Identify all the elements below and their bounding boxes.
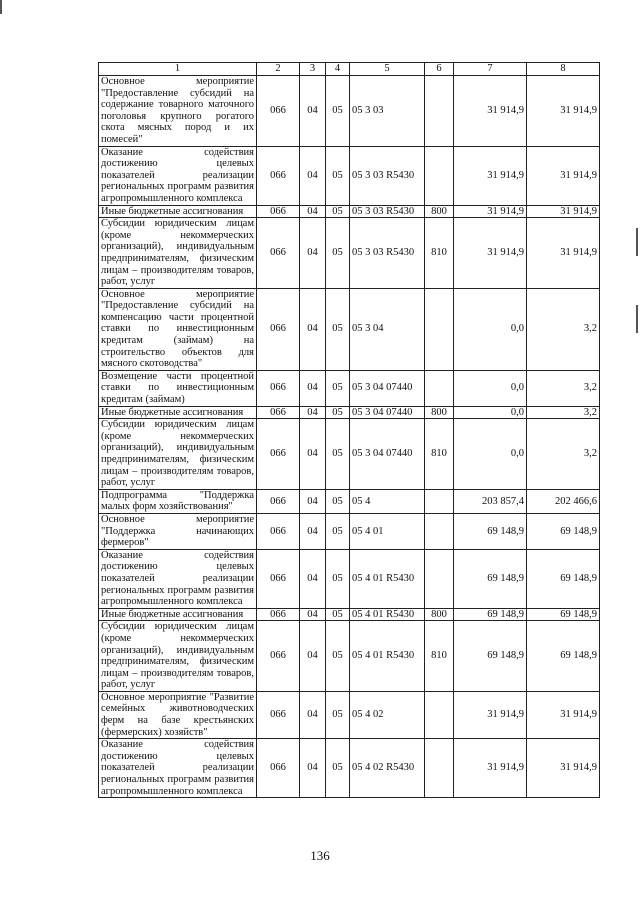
row-name-cell: Оказание содействия достижению целевых показателей реализации региональных программ развития агропромышленного комплекса	[99, 146, 257, 205]
expense-type-cell	[425, 549, 454, 608]
amount-cell: 3,2	[527, 406, 600, 419]
target-article-cell: 05 4 01	[350, 513, 425, 549]
header-row	[99, 63, 600, 76]
expense-type-cell	[425, 370, 454, 406]
amount-cell: 0,0	[454, 288, 527, 370]
expense-type-cell	[425, 691, 454, 738]
admin-code-cell: 066	[257, 76, 300, 147]
table-row	[99, 513, 600, 549]
expense-type-cell: 810	[425, 218, 454, 289]
admin-code-cell: 066	[257, 218, 300, 289]
table-row	[99, 621, 600, 692]
expense-type-cell: 800	[425, 406, 454, 419]
section-cell: 04	[300, 146, 326, 205]
row-name-cell: Субсидии юридическим лицам (кроме некоммерческих организаций), индивидуальным предпринимателям, физическим лицам – производителям товаров, работ, услуг	[99, 419, 257, 490]
table-row	[99, 691, 600, 738]
table-row	[99, 406, 600, 419]
section-cell: 04	[300, 406, 326, 419]
section-cell: 04	[300, 419, 326, 490]
expense-type-cell	[425, 146, 454, 205]
admin-code-cell: 066	[257, 146, 300, 205]
section-cell: 04	[300, 218, 326, 289]
amount-cell: 31 914,9	[454, 76, 527, 147]
scan-edge-mark	[0, 0, 2, 14]
row-name-cell: Возмещение части процентной ставки по инвестиционным кредитам (займам)	[99, 370, 257, 406]
amount-cell: 31 914,9	[527, 146, 600, 205]
subsection-cell: 05	[326, 549, 350, 608]
amount-cell: 69 148,9	[527, 549, 600, 608]
section-cell: 04	[300, 608, 326, 621]
subsection-cell: 05	[326, 419, 350, 490]
amount-cell: 31 914,9	[454, 218, 527, 289]
column-header: 4	[326, 63, 350, 76]
table-row	[99, 370, 600, 406]
target-article-cell: 05 4 02 R5430	[350, 739, 425, 798]
target-article-cell: 05 3 03 R5430	[350, 146, 425, 205]
row-name-cell: Иные бюджетные ассигнования	[99, 205, 257, 218]
section-cell: 04	[300, 513, 326, 549]
subsection-cell: 05	[326, 406, 350, 419]
subsection-cell: 05	[326, 739, 350, 798]
amount-cell: 31 914,9	[454, 739, 527, 798]
amount-cell: 31 914,9	[454, 205, 527, 218]
table-row	[99, 608, 600, 621]
expense-type-cell	[425, 739, 454, 798]
expense-type-cell	[425, 513, 454, 549]
amount-cell: 0,0	[454, 370, 527, 406]
section-cell: 04	[300, 621, 326, 692]
table-row	[99, 146, 600, 205]
amount-cell: 203 857,4	[454, 489, 527, 513]
expense-type-cell: 810	[425, 621, 454, 692]
admin-code-cell: 066	[257, 513, 300, 549]
amount-cell: 31 914,9	[454, 146, 527, 205]
row-name-cell: Иные бюджетные ассигнования	[99, 406, 257, 419]
amount-cell: 202 466,6	[527, 489, 600, 513]
subsection-cell: 05	[326, 288, 350, 370]
amount-cell: 31 914,9	[527, 76, 600, 147]
expense-type-cell	[425, 489, 454, 513]
target-article-cell: 05 3 04 07440	[350, 419, 425, 490]
target-article-cell: 05 4 01 R5430	[350, 608, 425, 621]
admin-code-cell: 066	[257, 608, 300, 621]
amount-cell: 69 148,9	[527, 513, 600, 549]
expense-type-cell: 810	[425, 419, 454, 490]
section-cell: 04	[300, 489, 326, 513]
admin-code-cell: 066	[257, 419, 300, 490]
row-name-cell: Основное мероприятие "Развитие семейных животноводческих ферм на базе крестьянских (фермерских) хозяйств"	[99, 691, 257, 738]
target-article-cell: 05 3 03	[350, 76, 425, 147]
target-article-cell: 05 3 04	[350, 288, 425, 370]
subsection-cell: 05	[326, 218, 350, 289]
column-header: 5	[350, 63, 425, 76]
table-row	[99, 489, 600, 513]
subsection-cell: 05	[326, 691, 350, 738]
section-cell: 04	[300, 370, 326, 406]
subsection-cell: 05	[326, 513, 350, 549]
subsection-cell: 05	[326, 489, 350, 513]
amount-cell: 69 148,9	[454, 549, 527, 608]
row-name-cell: Иные бюджетные ассигнования	[99, 608, 257, 621]
row-name-cell: Подпрограмма "Поддержка малых форм хозяйствования"	[99, 489, 257, 513]
section-cell: 04	[300, 288, 326, 370]
admin-code-cell: 066	[257, 691, 300, 738]
admin-code-cell: 066	[257, 205, 300, 218]
target-article-cell: 05 3 04 07440	[350, 406, 425, 419]
amount-cell: 69 148,9	[454, 513, 527, 549]
row-name-cell: Субсидии юридическим лицам (кроме некоммерческих организаций), индивидуальным предпринимателям, физическим лицам – производителям товаров, работ, услуг	[99, 218, 257, 289]
table-row	[99, 76, 600, 147]
column-header: 1	[99, 63, 257, 76]
subsection-cell: 05	[326, 146, 350, 205]
admin-code-cell: 066	[257, 406, 300, 419]
expense-type-cell: 800	[425, 608, 454, 621]
section-cell: 04	[300, 205, 326, 218]
column-header: 3	[300, 63, 326, 76]
column-header: 2	[257, 63, 300, 76]
target-article-cell: 05 4 01 R5430	[350, 549, 425, 608]
row-name-cell: Оказание содействия достижению целевых показателей реализации региональных программ развития агропромышленного комплекса	[99, 739, 257, 798]
table-row	[99, 205, 600, 218]
scan-edge-mark	[636, 305, 638, 333]
subsection-cell: 05	[326, 621, 350, 692]
table-row	[99, 549, 600, 608]
row-name-cell: Основное мероприятие "Предоставление субсидий на компенсацию части процентной ставки по инвестиционным кредитам (займам) на строительство объектов для мясного скотоводства"	[99, 288, 257, 370]
amount-cell: 31 914,9	[527, 739, 600, 798]
amount-cell: 69 148,9	[527, 608, 600, 621]
admin-code-cell: 066	[257, 370, 300, 406]
amount-cell: 3,2	[527, 370, 600, 406]
column-header: 8	[527, 63, 600, 76]
page-number: 136	[310, 848, 330, 863]
amount-cell: 31 914,9	[527, 205, 600, 218]
amount-cell: 31 914,9	[527, 218, 600, 289]
target-article-cell: 05 4	[350, 489, 425, 513]
amount-cell: 69 148,9	[454, 608, 527, 621]
expense-type-cell	[425, 76, 454, 147]
section-cell: 04	[300, 549, 326, 608]
row-name-cell: Основное мероприятие "Поддержка начинающих фермеров"	[99, 513, 257, 549]
section-cell: 04	[300, 691, 326, 738]
target-article-cell: 05 3 03 R5430	[350, 205, 425, 218]
column-header: 7	[454, 63, 527, 76]
section-cell: 04	[300, 739, 326, 798]
row-name-cell: Субсидии юридическим лицам (кроме некоммерческих организаций), индивидуальным предпринимателям, физическим лицам – производителям товаров, работ, услуг	[99, 621, 257, 692]
table-row	[99, 218, 600, 289]
subsection-cell: 05	[326, 370, 350, 406]
amount-cell: 31 914,9	[527, 691, 600, 738]
target-article-cell: 05 4 02	[350, 691, 425, 738]
table-row	[99, 419, 600, 490]
amount-cell: 3,2	[527, 288, 600, 370]
admin-code-cell: 066	[257, 739, 300, 798]
admin-code-cell: 066	[257, 288, 300, 370]
budget-table	[98, 62, 600, 798]
table-row	[99, 739, 600, 798]
amount-cell: 3,2	[527, 419, 600, 490]
column-header: 6	[425, 63, 454, 76]
target-article-cell: 05 3 03 R5430	[350, 218, 425, 289]
admin-code-cell: 066	[257, 549, 300, 608]
target-article-cell: 05 3 04 07440	[350, 370, 425, 406]
row-name-cell: Основное мероприятие "Предоставление субсидий на содержание товарного маточного поголовья крупного рогатого скота мясных пород и их помесей"	[99, 76, 257, 147]
amount-cell: 0,0	[454, 419, 527, 490]
target-article-cell: 05 4 01 R5430	[350, 621, 425, 692]
amount-cell: 69 148,9	[454, 621, 527, 692]
amount-cell: 69 148,9	[527, 621, 600, 692]
admin-code-cell: 066	[257, 621, 300, 692]
subsection-cell: 05	[326, 608, 350, 621]
subsection-cell: 05	[326, 205, 350, 218]
amount-cell: 31 914,9	[454, 691, 527, 738]
expense-type-cell	[425, 288, 454, 370]
amount-cell: 0,0	[454, 406, 527, 419]
admin-code-cell: 066	[257, 489, 300, 513]
scan-edge-mark	[636, 228, 638, 256]
table-row	[99, 288, 600, 370]
section-cell: 04	[300, 76, 326, 147]
subsection-cell: 05	[326, 76, 350, 147]
expense-type-cell: 800	[425, 205, 454, 218]
row-name-cell: Оказание содействия достижению целевых показателей реализации региональных программ развития агропромышленного комплекса	[99, 549, 257, 608]
